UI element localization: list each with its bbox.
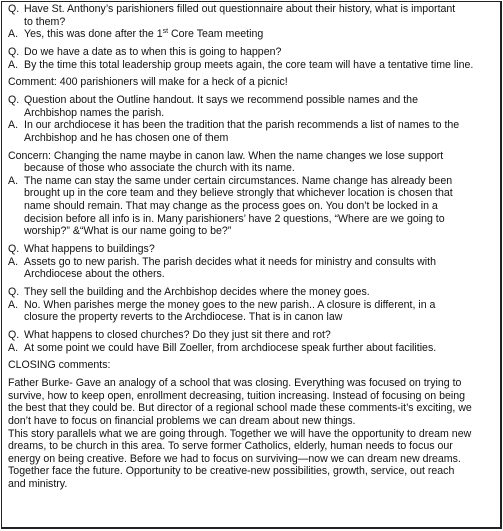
text-line: In our archdiocese it has been the tradition that the parish recommends a list of names to the bbox=[24, 119, 460, 132]
question-item bbox=[8, 329, 496, 342]
closing-heading bbox=[8, 359, 496, 372]
text-line: don’t have to focus on financial problems we can dream about new things. bbox=[8, 414, 356, 427]
text-segment: Core Team meeting bbox=[168, 28, 264, 41]
question-marker: Q. bbox=[8, 94, 20, 107]
superscript: st bbox=[162, 28, 169, 36]
question-item bbox=[8, 286, 496, 299]
text-line: dreams, to be church in this area. To serve former Catholics, elderly, human needs to focus our bbox=[8, 440, 453, 453]
qa-block-outline bbox=[8, 94, 496, 144]
question-marker: Q. bbox=[8, 286, 20, 298]
qa-block-buildings bbox=[8, 243, 496, 281]
question-marker: Q. bbox=[8, 3, 20, 15]
text-line: Archbishop names the parish. bbox=[24, 106, 165, 119]
answer-marker: A. bbox=[8, 174, 19, 187]
text-line: Archbishop and he has chosen one of them bbox=[24, 131, 229, 144]
answer-item bbox=[8, 119, 496, 144]
text-line: Together face the future. Opportunity to be creative-new possibilities, growth, service, out reach bbox=[8, 465, 455, 478]
text-line: the best that they could be. But director of a regional school made these comments-it’s exciting, we bbox=[8, 402, 472, 415]
answer-marker: A. bbox=[8, 28, 19, 41]
answer-marker: A. bbox=[8, 255, 19, 268]
text-line: Father Burke- Gave an analogy of a school that was closing. Everything was focused on trying to bbox=[8, 377, 462, 390]
text-line: and ministry. bbox=[8, 477, 68, 490]
question-marker: Q. bbox=[8, 328, 20, 341]
text-line: What happens to buildings? bbox=[24, 243, 155, 256]
text-line: They sell the building and the Archbishop decides where the money goes. bbox=[24, 286, 370, 298]
text-line: Assets go to new parish. The parish decides what it needs for ministry and consults with bbox=[24, 255, 436, 268]
document-page bbox=[1, 1, 502, 529]
text-line: survive, how to keep open, enrollment decreasing, tuition increasing. Instead of focusing on being bbox=[8, 389, 465, 402]
text-line: Archdiocese about the others. bbox=[24, 268, 165, 281]
comment-paragraph bbox=[8, 76, 496, 89]
concern-paragraph bbox=[8, 150, 496, 175]
qa-block-money bbox=[8, 286, 496, 324]
text-line: No. When parishes merge the money goes to the new parish.. A closure is different, in a bbox=[24, 298, 436, 311]
qa-block-questionnaire bbox=[8, 3, 496, 41]
text-line: By the time this total leadership group meets again, the core team will have a tentative time line. bbox=[24, 58, 474, 71]
question-item bbox=[8, 46, 496, 59]
text-line: Have St. Anthony’s parishioners filled out questionnaire about their history, what is important bbox=[24, 3, 456, 15]
answer-item bbox=[8, 342, 496, 355]
text-line: CLOSING comments: bbox=[8, 359, 111, 372]
answer-marker: A. bbox=[8, 119, 19, 132]
text-line: because of those who associate the church with its name. bbox=[24, 162, 295, 175]
text-line: brought up in the core team and they believe strongly that whichever location is chosen that bbox=[24, 187, 453, 200]
text-line: Comment: 400 parishioners will make for a heck of a picnic! bbox=[8, 76, 288, 89]
question-marker: Q. bbox=[8, 243, 20, 256]
text-line: The name can stay the same under certain circumstances. Name change has already been bbox=[24, 174, 453, 187]
question-marker: Q. bbox=[8, 45, 20, 58]
text-line: Question about the Outline handout. It says we recommend possible names and the bbox=[24, 94, 418, 107]
text-line: closure the property reverts to the Archdiocese. That is in canon law bbox=[24, 311, 343, 324]
text-segment: Yes, this was done after the 1 bbox=[24, 28, 163, 41]
answer-item bbox=[8, 299, 496, 324]
text-line: At some point we could have Bill Zoeller, from archdiocese speak further about facilities. bbox=[24, 341, 437, 354]
text-line: to them? bbox=[24, 15, 66, 28]
answer-item bbox=[8, 175, 496, 238]
text-line bbox=[24, 28, 496, 41]
text-line: This story parallels what we are going through. Together we will have the opportunity to dream new bbox=[8, 427, 472, 440]
text-line: name should remain. That may change as the process goes on. You don’t be locked in a bbox=[24, 200, 438, 213]
text-line: Concern: Changing the name maybe in canon law. When the name changes we lose support bbox=[8, 149, 444, 162]
qa-block-closed-churches bbox=[8, 329, 496, 354]
answer-marker: A. bbox=[8, 298, 19, 311]
question-item bbox=[8, 3, 496, 28]
text-line: worship?” &“What is our name going to be?” bbox=[24, 225, 232, 238]
text-line: decision before all info is in. Many parishioners’ have 2 questions, “Where are we going to bbox=[24, 212, 445, 225]
answer-marker: A. bbox=[8, 58, 19, 71]
answer-item bbox=[8, 59, 496, 72]
concern-block bbox=[8, 150, 496, 238]
answer-item bbox=[8, 256, 496, 281]
closing-paragraph bbox=[8, 377, 496, 490]
qa-block-date bbox=[8, 46, 496, 71]
text-line: Do we have a date as to when this is going to happen? bbox=[24, 45, 282, 58]
question-item bbox=[8, 243, 496, 256]
question-item bbox=[8, 94, 496, 119]
answer-item bbox=[8, 28, 496, 41]
answer-marker: A. bbox=[8, 341, 19, 354]
text-line: energy on being creative. Before we had to focus on surviving—now we can dream new dreams. bbox=[8, 452, 461, 465]
text-line: What happens to closed churches? Do they just sit there and rot? bbox=[24, 328, 331, 341]
